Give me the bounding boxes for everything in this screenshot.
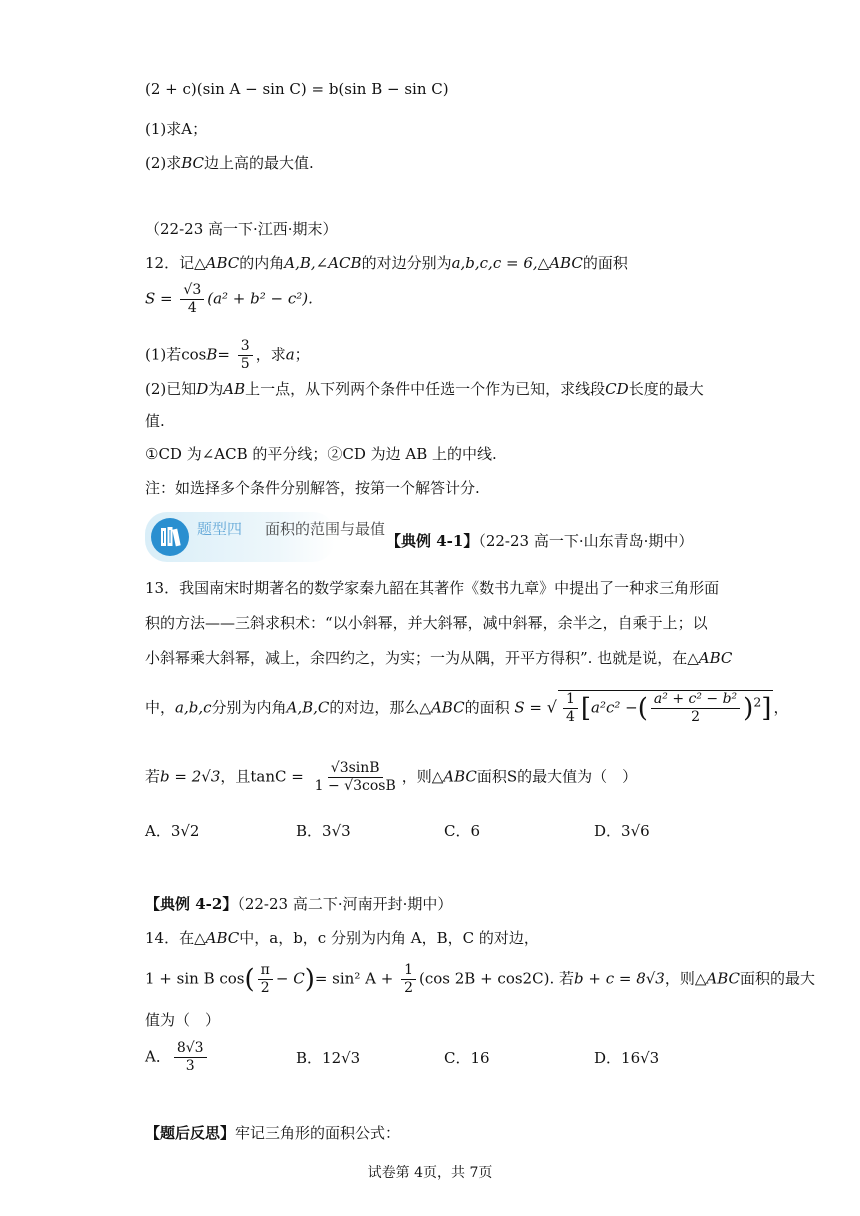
t: a，b，c 分别为内角 A，B，C 的对边，	[269, 929, 539, 947]
fraction	[238, 338, 253, 373]
fraction	[312, 760, 399, 795]
option-13-d[interactable]: D．3√6	[594, 822, 650, 840]
t: = sin² A +	[314, 969, 394, 988]
fraction	[258, 962, 273, 997]
t: a	[285, 345, 295, 364]
t: 的内角	[239, 254, 285, 272]
section-banner	[145, 512, 386, 562]
example-4-1	[386, 530, 693, 552]
t: b = 2√3	[160, 767, 221, 786]
t: 1 + sin B cos	[145, 969, 245, 988]
t: 中，	[145, 698, 176, 717]
t: AB	[223, 380, 246, 398]
paren: (	[637, 693, 648, 724]
t: 的面积	[582, 254, 628, 272]
problem-13-l4	[145, 690, 788, 726]
source-12: （22-23 高一下·江西·期末）	[145, 220, 338, 238]
problem-14-l1	[145, 927, 539, 949]
q2-rest: 边上高的最大值.	[204, 154, 314, 172]
superscript: 2	[753, 694, 762, 710]
t: 1	[401, 962, 416, 980]
t: 的面积	[464, 698, 510, 717]
t: A,B,∠ACB	[284, 254, 362, 272]
t: √3sinB	[328, 760, 383, 778]
t: ；	[294, 345, 310, 364]
option-13-a[interactable]: A．3√2	[145, 822, 200, 840]
problem-14-l3: 值为（ ）	[145, 1011, 221, 1029]
question-12-1	[145, 338, 310, 373]
t: (1)若cos	[145, 345, 207, 364]
t: 牢记三角形的面积公式：	[235, 1124, 401, 1142]
example-4-2	[145, 893, 452, 915]
t: 14．在	[145, 929, 195, 947]
sqrt-content	[558, 690, 773, 726]
q2-var: BC	[181, 154, 205, 172]
t: π	[258, 962, 273, 980]
note: 注：如选择多个条件分别解答，按第一个解答计分.	[145, 479, 480, 497]
t: a,b,c,c = 6,	[451, 254, 538, 272]
problem-13-l1: 13．我国南宋时期著名的数学家秦九韶在其著作《数书九章》中提出了一种求三角形面	[145, 579, 720, 597]
books-icon	[151, 518, 189, 556]
t: ，则	[664, 969, 695, 988]
t: △ABC	[419, 698, 465, 717]
t: 2	[260, 980, 270, 996]
t: √3	[180, 282, 204, 300]
t: 分别为内角	[211, 698, 287, 717]
t: A,B,C	[286, 698, 330, 717]
bracket: ]	[761, 693, 772, 724]
t: a²c² −	[591, 698, 638, 717]
t: 1 − √3cosB	[314, 778, 396, 794]
t: △ABC	[431, 767, 477, 786]
t: =	[217, 345, 230, 364]
problem-13-l3	[145, 647, 732, 669]
option-13-b[interactable]: B．3√3	[296, 822, 351, 840]
t: CD	[605, 380, 629, 398]
area-formula	[145, 282, 313, 317]
problem-13-l2: 积的方法——三斜求积术：“以小斜幂，并大斜幂，减中斜幂，余半之，自乘于上；以	[145, 614, 708, 632]
t: 8√3	[174, 1040, 207, 1058]
option-14-c[interactable]: C．16	[444, 1049, 490, 1067]
t: (2)已知	[145, 380, 197, 398]
t: 的对边分别为	[361, 254, 452, 272]
question-1-1: (1)求A；	[145, 120, 208, 138]
t: 5	[240, 356, 250, 372]
t: 的对边，那么	[329, 698, 420, 717]
t: △ABC	[694, 969, 741, 988]
t: 3	[185, 1058, 195, 1074]
t: − C	[275, 969, 305, 988]
fraction	[401, 962, 416, 997]
fraction	[563, 691, 578, 726]
t: . 若	[549, 969, 574, 988]
t: 上一点，从下列两个条件中任选一个作为已知，求线段	[245, 380, 606, 398]
t: 面积S的最大值为（ ）	[476, 767, 638, 786]
fraction	[174, 1040, 207, 1075]
option-14-a[interactable]	[145, 1040, 210, 1075]
option-13-c[interactable]: C．6	[444, 822, 481, 840]
t: tanC =	[250, 767, 304, 786]
paren: )	[743, 693, 754, 724]
equation-line: (2 + c)(sin A − sin C) = b(sin B − sin C)	[145, 80, 449, 98]
t: 1	[563, 691, 578, 709]
option-14-d[interactable]: D．16√3	[594, 1049, 660, 1067]
problem-13-l5	[145, 760, 637, 795]
t: （22-23 高一下·山东青岛·期中）	[478, 532, 694, 550]
problem-14-equation	[145, 962, 815, 997]
paren: )	[304, 964, 315, 995]
t: b + c = 8√3	[573, 969, 665, 988]
t: 2	[404, 980, 413, 996]
t: ，求	[255, 345, 286, 364]
question-1-2	[145, 152, 314, 174]
question-12-2-cont: 值.	[145, 412, 165, 430]
t: 【题后反思】	[145, 1124, 236, 1142]
t: D	[196, 380, 209, 398]
question-12-2	[145, 378, 704, 400]
reflection	[145, 1122, 400, 1144]
paren: (	[244, 964, 255, 995]
t: （22-23 高二下·河南开封·期中）	[237, 895, 453, 913]
t: 12．记	[145, 254, 195, 272]
t: △ABC	[687, 649, 733, 667]
t: 4	[565, 709, 575, 725]
t: ，	[773, 698, 789, 717]
banner-subtitle: 面积的范围与最值	[265, 520, 386, 538]
t: 长度的最大	[628, 380, 704, 398]
t: 面积的最大	[740, 969, 816, 988]
page-footer: 试卷第 4页，共 7页	[367, 1165, 493, 1181]
t: 为	[208, 380, 224, 398]
t: a² + c² − b²	[651, 691, 740, 709]
conditions: ①CD 为∠ACB 的平分线；②CD 为边 AB 上的中线.	[145, 445, 497, 463]
t: 小斜幂乘大斜幂，减上，余四约之，为实；一为从隅，开平方得积”. 也就是说，在	[145, 649, 688, 667]
t: 若	[145, 767, 161, 786]
t: 中，	[239, 929, 270, 947]
option-14-b[interactable]: B．12√3	[296, 1049, 361, 1067]
t: a,b,c	[175, 698, 212, 717]
t: B	[206, 345, 218, 364]
banner-title: 题型四	[197, 520, 243, 538]
t: ，则	[401, 767, 432, 786]
t: ，且	[220, 767, 251, 786]
q2-prefix: (2)求	[145, 154, 182, 172]
t: A．	[145, 1047, 171, 1066]
t: (cos 2B + cos2C)	[419, 969, 550, 988]
fraction	[180, 282, 204, 317]
t: △ABC	[537, 254, 583, 272]
t: (a² + b² − c²).	[207, 289, 313, 308]
t: △ABC	[194, 929, 240, 947]
t: △ABC	[194, 254, 240, 272]
t: 3	[238, 338, 253, 356]
t: 【典例 4-2】	[145, 895, 238, 913]
t: S =	[514, 698, 542, 717]
fraction	[651, 691, 740, 726]
t: S =	[145, 289, 173, 308]
t: 【典例 4-1】	[386, 532, 479, 550]
bracket: [	[580, 693, 592, 724]
t: 4	[187, 300, 197, 316]
sqrt-symbol: √	[546, 697, 557, 717]
problem-12-stem	[145, 252, 628, 274]
t: 2	[691, 709, 700, 725]
